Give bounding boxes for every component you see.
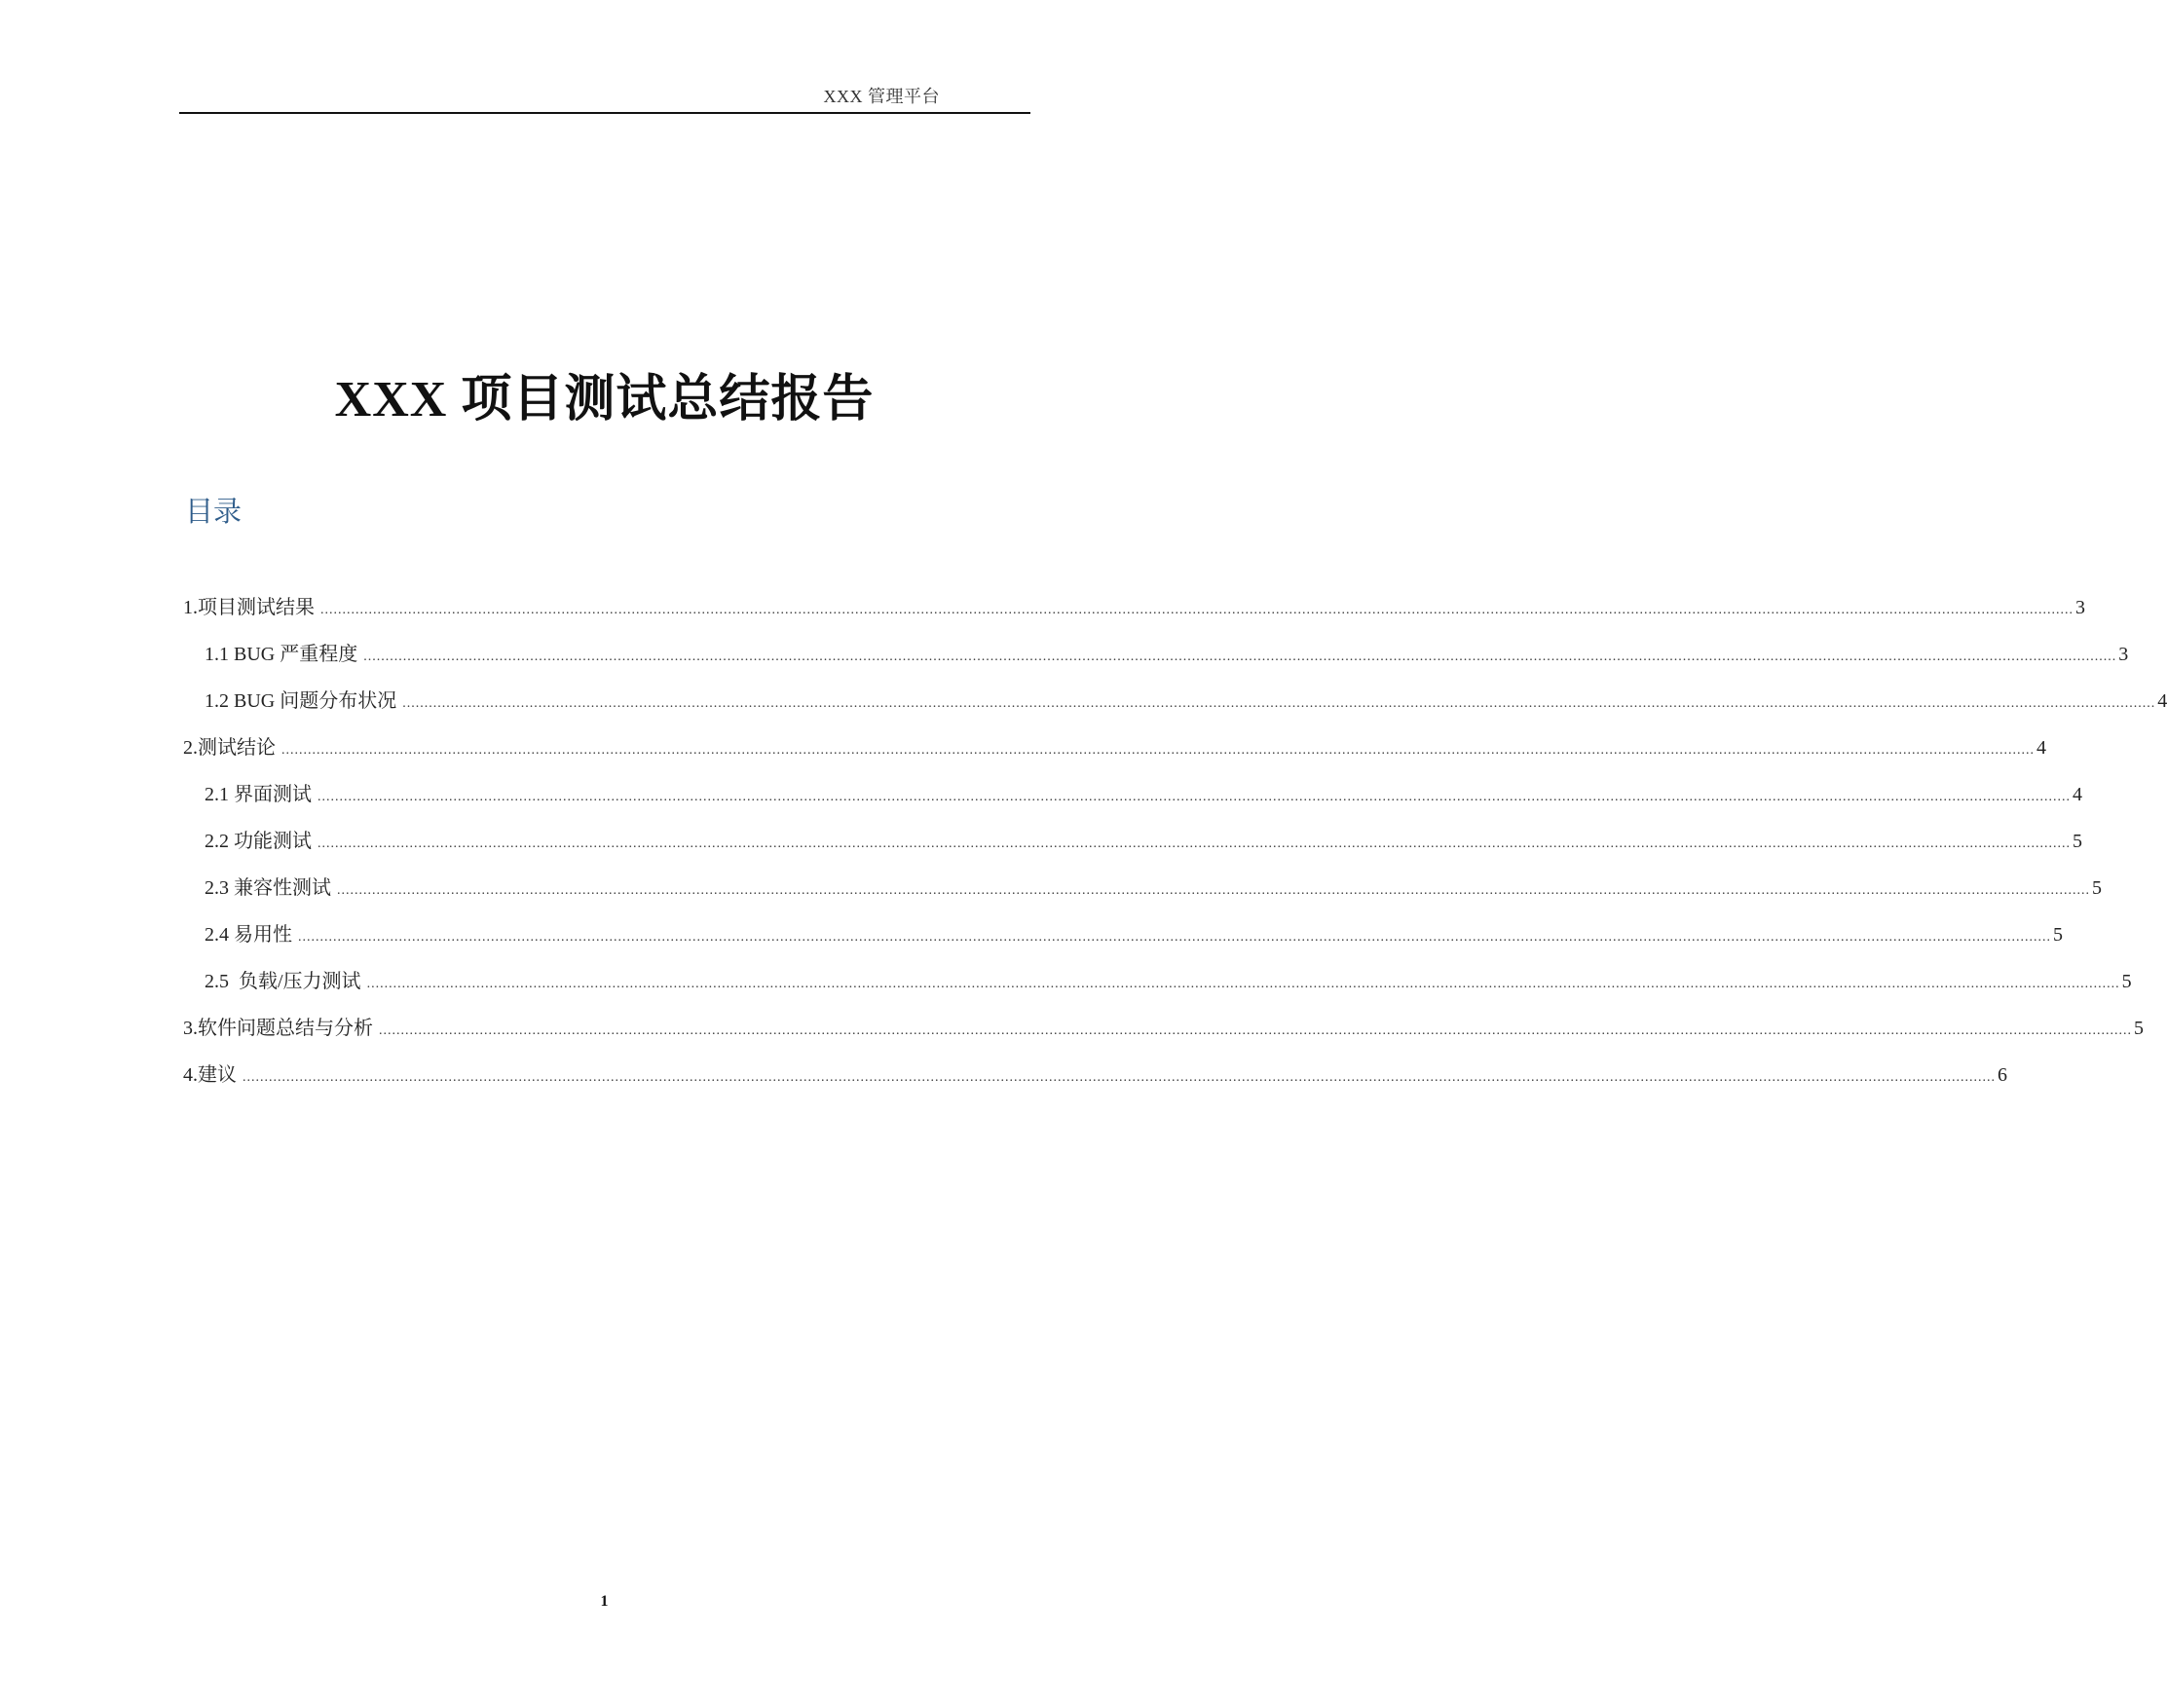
toc-leader-dots: ................................................................................................................................................................................................................................................................................................................................................................................................................ [298, 930, 2051, 945]
toc-entry-label: 3.软件问题总结与分析 [183, 1018, 373, 1039]
toc-entry-label: 4.建议 [183, 1064, 237, 1086]
toc-entry-page: 4 [2157, 690, 2167, 712]
toc-entry[interactable] [183, 736, 2046, 783]
toc-entry[interactable] [183, 689, 2167, 736]
toc-entry-page: 5 [2134, 1018, 2144, 1039]
toc-entry-label: 2.测试结论 [183, 737, 276, 759]
toc-leader-dots: ................................................................................................................................................................................................................................................................................................................................................................................................................ [243, 1070, 1996, 1085]
toc-entry-label: 1.1 BUG 严重程度 [205, 644, 358, 665]
toc-leader-dots: ................................................................................................................................................................................................................................................................................................................................................................................................................ [320, 603, 2074, 617]
toc-entry-page: 3 [2075, 597, 2085, 618]
toc-entry-page: 4 [2073, 784, 2082, 805]
toc-entry-page: 4 [2036, 737, 2046, 759]
toc-entry[interactable] [183, 830, 2082, 876]
toc-leader-dots: ................................................................................................................................................................................................................................................................................................................................................................................................................ [337, 883, 2090, 898]
toc-entry[interactable] [183, 783, 2082, 830]
toc-heading: 目录 [185, 495, 243, 528]
toc-entry[interactable] [183, 876, 2102, 923]
toc-leader-dots: ................................................................................................................................................................................................................................................................................................................................................................................................................ [318, 836, 2071, 851]
table-of-contents [183, 596, 2167, 1110]
toc-entry[interactable] [183, 1063, 2007, 1110]
toc-entry-page: 5 [2092, 877, 2102, 899]
toc-entry-label: 2.1 界面测试 [205, 784, 312, 805]
toc-entry-label: 2.3 兼容性测试 [205, 877, 331, 899]
page-number: 1 [600, 1593, 609, 1610]
toc-entry-page: 6 [1998, 1064, 2007, 1086]
toc-entry-label: 2.4 易用性 [205, 924, 292, 946]
toc-entry[interactable] [183, 596, 2085, 643]
toc-entry-label: 1.项目测试结果 [183, 597, 315, 618]
toc-entry-label: 1.2 BUG 问题分布状况 [205, 690, 397, 712]
toc-leader-dots: ................................................................................................................................................................................................................................................................................................................................................................................................................ [402, 696, 2156, 711]
toc-entry-label: 2.2 功能测试 [205, 831, 312, 852]
toc-entry[interactable] [183, 970, 2132, 1017]
toc-leader-dots: ................................................................................................................................................................................................................................................................................................................................................................................................................ [363, 650, 2117, 664]
toc-leader-dots: ................................................................................................................................................................................................................................................................................................................................................................................................................ [366, 977, 2120, 991]
toc-entry-page: 3 [2118, 644, 2129, 665]
toc-leader-dots: ................................................................................................................................................................................................................................................................................................................................................................................................................ [281, 743, 2035, 758]
page-header [179, 86, 1030, 114]
toc-entry-page: 5 [2053, 924, 2063, 946]
document-title: XXX 项目测试总结报告 [334, 372, 875, 427]
toc-entry-page: 5 [2121, 971, 2132, 992]
toc-leader-dots: ................................................................................................................................................................................................................................................................................................................................................................................................................ [318, 790, 2071, 804]
toc-entry[interactable] [183, 643, 2129, 689]
toc-entry-label: 2.5 负载/压力测试 [205, 971, 361, 992]
toc-entry[interactable] [183, 923, 2063, 970]
header-text: XXX 管理平台 [823, 87, 940, 106]
toc-entry[interactable] [183, 1017, 2144, 1063]
toc-leader-dots: ................................................................................................................................................................................................................................................................................................................................................................................................................ [379, 1023, 2132, 1038]
toc-entry-page: 5 [2073, 831, 2082, 852]
